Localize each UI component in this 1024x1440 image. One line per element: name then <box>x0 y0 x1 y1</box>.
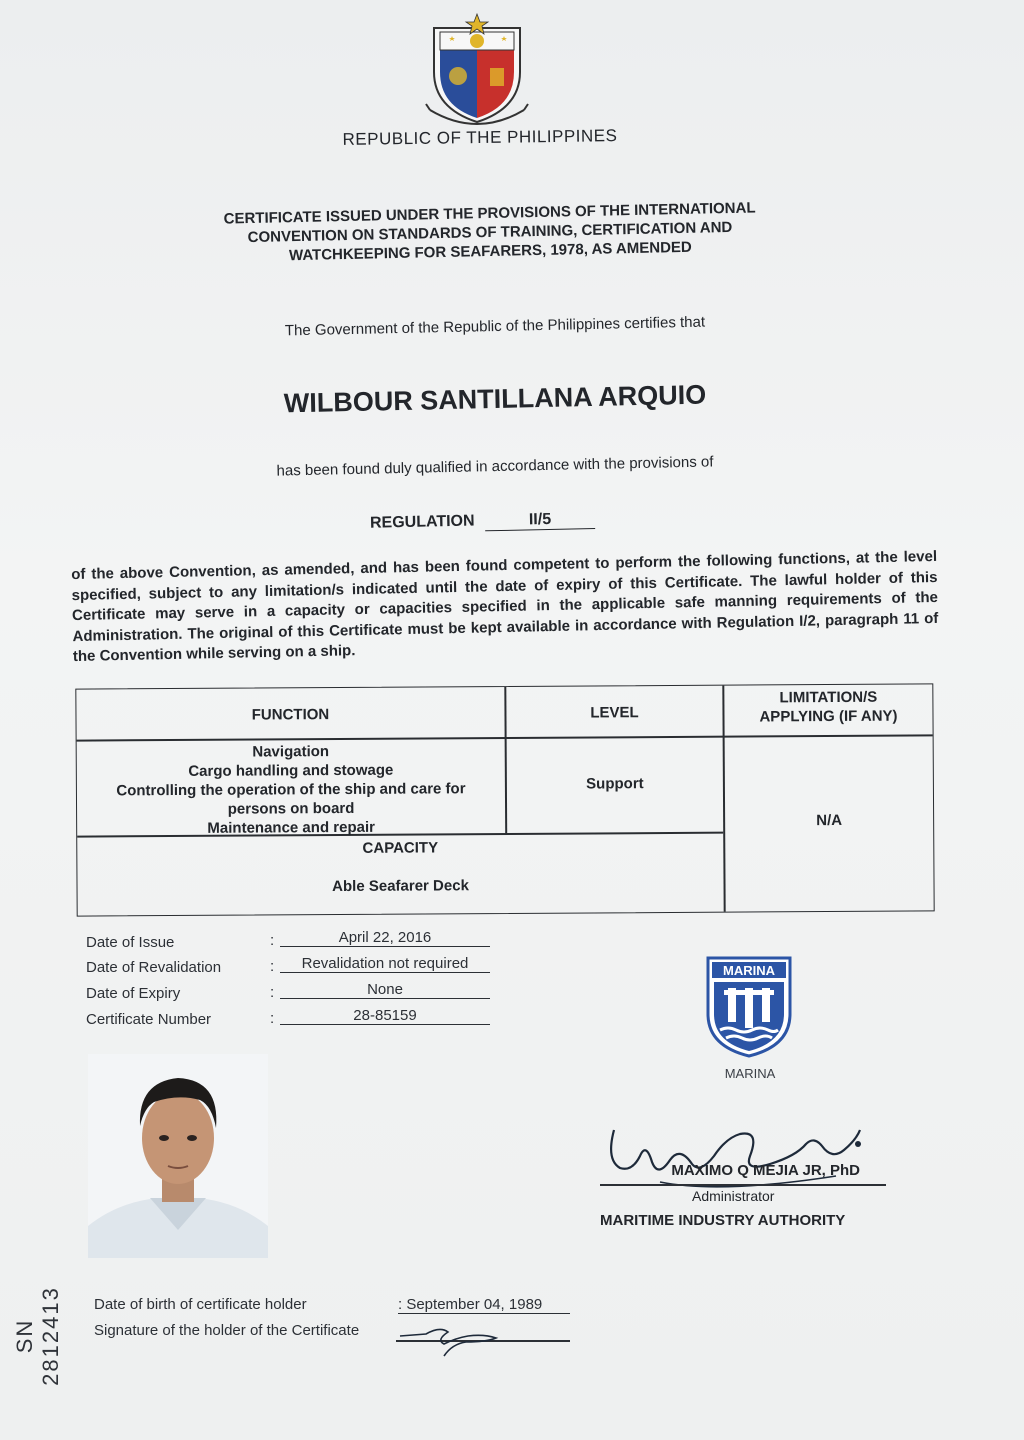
field-colon: : <box>270 1010 275 1027</box>
field-label-revalidation: Date of Revalidation <box>86 959 222 976</box>
certificate-heading: CERTIFICATE ISSUED UNDER THE PROVISIONS OF THE INTERNATIONAL CONVENTION ON STANDARDS OF TRAINING, CERTIFICATION AND WATCHKEEPING FOR SEAFARERS, 1978, AS AMENDED <box>223 199 756 265</box>
regulation-value: II/5 <box>485 510 595 531</box>
field-colon: : <box>270 984 275 1001</box>
administrator-title: Administrator <box>692 1188 775 1204</box>
header-function: FUNCTION <box>251 706 330 724</box>
regulation-line <box>370 509 630 533</box>
field-value-revalidation: Revalidation not required <box>280 955 490 973</box>
function-item: Cargo handling and stowage <box>188 761 394 780</box>
dob-value: : September 04, 1989 <box>398 1296 570 1314</box>
administrator-name: MAXIMO Q MEJIA JR, PhD <box>671 1162 860 1179</box>
limitations-value: N/A <box>816 811 843 830</box>
header-limitations-line1: LIMITATION/S <box>779 688 878 707</box>
header-limitations <box>724 688 932 725</box>
marina-caption: MARINA <box>724 1066 776 1081</box>
field-label-expiry: Date of Expiry <box>86 985 181 1002</box>
field-value-expiry: None <box>280 981 490 999</box>
capacity-value: Able Seafarer Deck <box>332 877 469 896</box>
marina-logo-text: MARINA <box>723 963 775 978</box>
field-value-issue: April 22, 2016 <box>280 929 490 947</box>
convention-body-text: of the above Convention, as amended, and has been found competent to perform the following functions, at the level specified, subject to any limitation/s indicated until the date of expiry of this Certificate. The lawful holder of this Certificate may serve in a capacity or capacities specified in the applicable safe manning requirements of the Administration. The original of this Certificate must be kept available in accordance with Regulation I/2, paragraph 11 of the Convention while serving on a ship. <box>71 547 939 666</box>
marina-logo-icon <box>706 956 792 1058</box>
regulation-label: REGULATION <box>369 512 475 532</box>
field-label-cert-number: Certificate Number <box>86 1011 212 1028</box>
function-item: Controlling the operation of the ship and care for <box>116 780 466 800</box>
function-list <box>77 741 506 839</box>
serial-number: SN 2812413 <box>12 1286 63 1386</box>
issuing-authority: MARITIME INDUSTRY AUTHORITY <box>600 1212 846 1229</box>
holder-signature-label: Signature of the holder of the Certificate <box>94 1322 360 1339</box>
header-limitations-line2: APPLYING (IF ANY) <box>759 707 898 726</box>
holder-name: WILBOUR SANTILLANA ARQUIO <box>283 379 707 419</box>
capacity-label: CAPACITY <box>362 839 439 857</box>
level-value: Support <box>586 775 644 793</box>
function-item: Maintenance and repair <box>207 818 375 837</box>
holder-photo <box>88 1054 268 1258</box>
holder-portrait-icon <box>88 1054 268 1258</box>
certifies-statement: The Government of the Republic of the Philippines certifies that <box>284 313 706 340</box>
field-value-cert-number: 28-85159 <box>280 1007 490 1025</box>
country-title: REPUBLIC OF THE PHILIPPINES <box>342 126 618 149</box>
header-level: LEVEL <box>590 704 639 722</box>
dob-label: Date of birth of certificate holder <box>94 1296 307 1313</box>
holder-signature-icon <box>396 1316 506 1360</box>
function-item: Navigation <box>252 743 330 761</box>
field-colon: : <box>270 958 275 975</box>
function-item: persons on board <box>227 799 355 818</box>
field-colon: : <box>270 932 275 949</box>
administrator-signature-line <box>600 1184 886 1186</box>
function-table <box>75 683 934 916</box>
qualified-statement: has been found duly qualified in accordance with the provisions of <box>276 453 714 480</box>
field-label-issue: Date of Issue <box>86 934 175 951</box>
philippine-seal-icon <box>422 10 532 130</box>
